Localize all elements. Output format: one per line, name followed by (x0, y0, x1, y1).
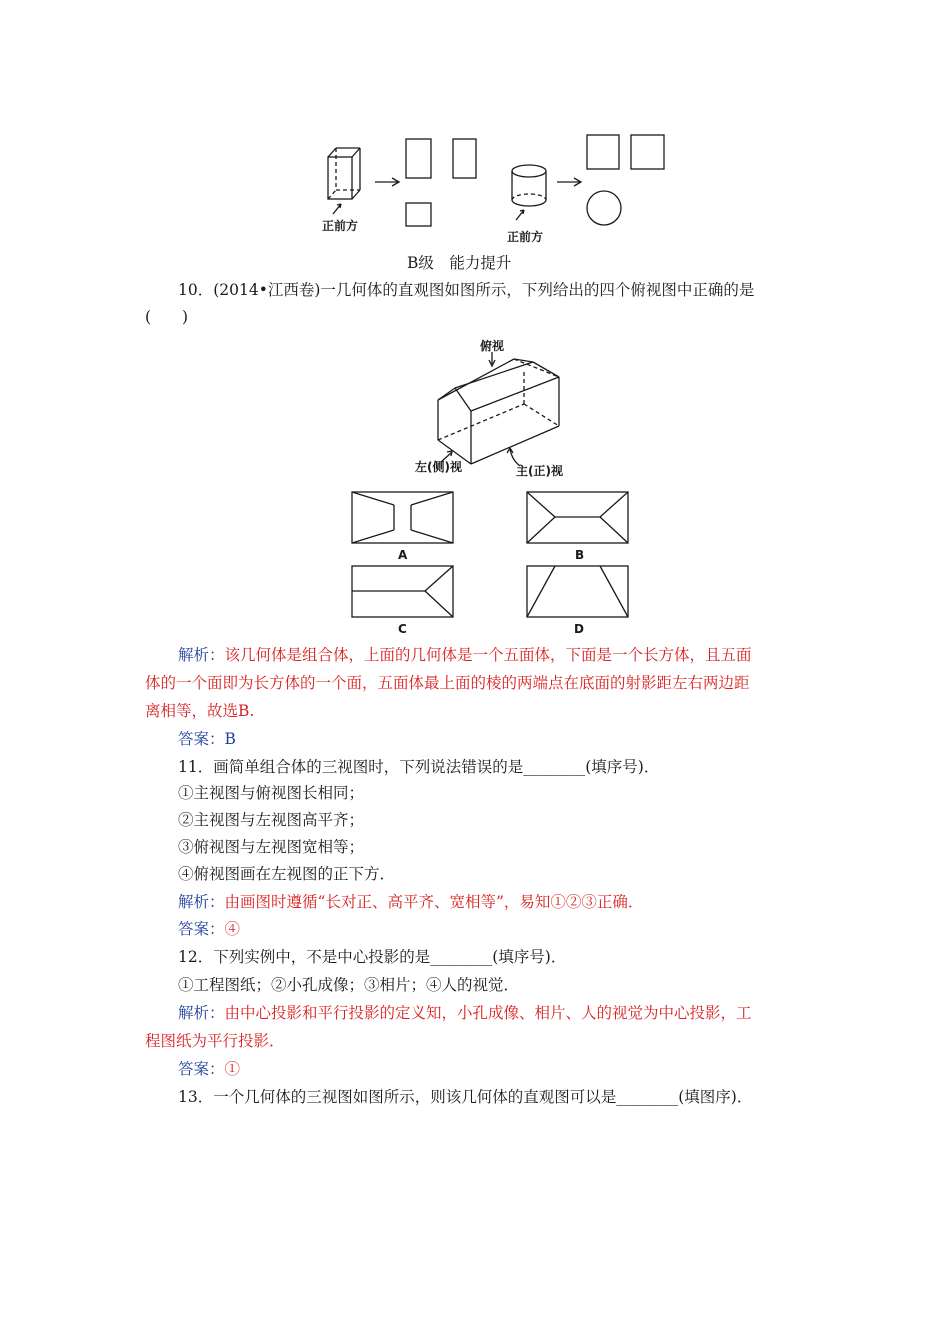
q10-analysis-line3: 离相等，故选B. (145, 702, 255, 720)
q11-answer (178, 919, 240, 939)
answer-label: 答案： (178, 920, 225, 938)
q10-paren: ( ) (145, 308, 189, 326)
answer-value: B (224, 730, 236, 748)
q12-answer (178, 1059, 240, 1079)
analysis-text: 由中心投影和平行投影的定义知，小孔成像、相片、人的视觉为中心投影，工 (224, 1004, 752, 1022)
q12-items: ①工程图纸；②小孔成像；③相片；④人的视觉． (178, 976, 520, 994)
section-title: B级 能力提升 (407, 254, 512, 272)
analysis-label: 解析： (178, 893, 225, 911)
q10-analysis (178, 645, 752, 665)
analysis-text: 该几何体是组合体，上面的几何体是一个五面体，下面是一个长方体，且五面 (224, 646, 752, 664)
q11-item-3: ③俯视图与左视图宽相等； (178, 838, 365, 856)
q12-text: 12．下列实例中，不是中心投影的是________(填序号)． (178, 948, 567, 966)
q10-analysis-line2: 体的一个面即为长方体的一个面，五面体最上面的棱的两端点在底面的射影距左右两边距 (145, 674, 750, 692)
q12-analysis-line2: 程图纸为平行投影． (145, 1032, 285, 1050)
q12-analysis (178, 1003, 752, 1023)
answer-value: ④ (224, 920, 241, 938)
answer-label: 答案： (178, 730, 225, 748)
front-label-right: 正前方 (507, 230, 544, 244)
option-b-label: B (575, 548, 585, 562)
front-label-left: 正前方 (322, 219, 359, 233)
label-top-view: 俯视 (480, 339, 505, 353)
label-front-view: 主(正)视 (516, 464, 563, 478)
analysis-text: 由画图时遵循“长对正、高平齐、宽相等”，易知①②③正确． (224, 893, 644, 911)
analysis-label: 解析： (178, 1004, 225, 1022)
q11-item-4: ④俯视图画在左视图的正下方． (178, 865, 396, 883)
label-left-view: 左(侧)视 (415, 460, 462, 474)
q11-item-2: ②主视图与左视图高平齐； (178, 811, 365, 829)
option-a-label: A (398, 548, 408, 562)
q10-text: 10．(2014•江西卷)一几何体的直观图如图所示，下列给出的四个俯视图中正确的是 (178, 281, 755, 299)
q11-item-1: ①主视图与俯视图长相同； (178, 784, 365, 802)
answer-value: ① (224, 1060, 241, 1078)
option-c-label: C (398, 622, 407, 636)
q13-text: 13．一个几何体的三视图如图所示，则该几何体的直观图可以是________(填图序)． (178, 1088, 753, 1106)
answer-label: 答案： (178, 1060, 225, 1078)
analysis-label: 解析： (178, 646, 225, 664)
option-drawings (0, 0, 950, 640)
q11-analysis (178, 892, 643, 912)
q10-answer (178, 729, 236, 749)
q11-text: 11．画简单组合体的三视图时，下列说法错误的是________(填序号)． (178, 758, 660, 776)
option-d-label: D (574, 622, 584, 636)
